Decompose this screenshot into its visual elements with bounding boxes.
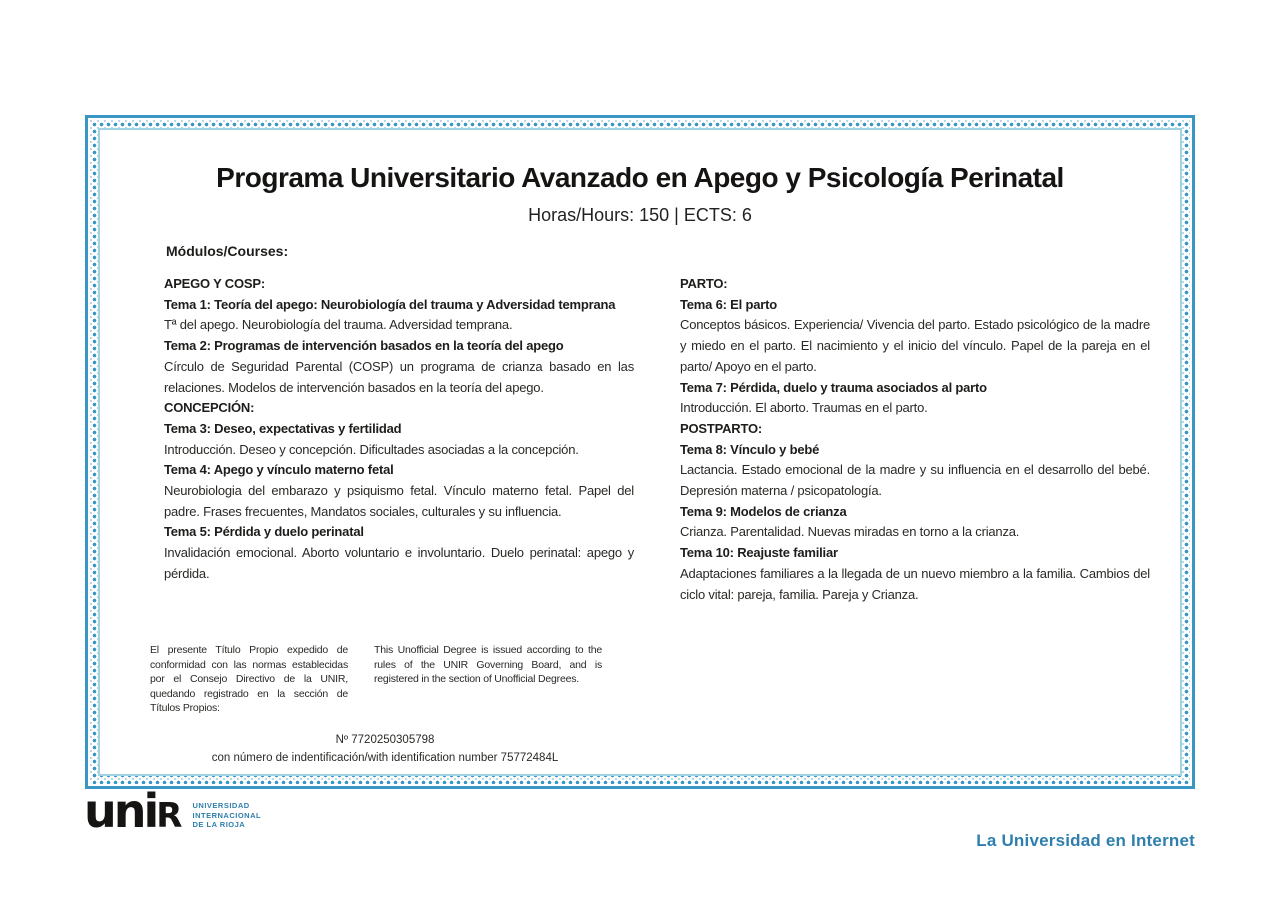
title-block — [100, 162, 1180, 226]
university-tagline: La Universidad en Internet — [976, 831, 1195, 850]
right-column — [680, 274, 1150, 605]
logo-subtext-line: INTERNACIONAL — [192, 810, 262, 820]
logo-subtext-line: DE LA RIOJA — [192, 820, 246, 829]
logo-subtext-line: UNIVERSIDAD — [192, 801, 250, 810]
course-title: Tema 6: El parto — [680, 296, 777, 312]
module-section-title: POSTPARTO: — [680, 420, 763, 436]
course-title: Tema 1: Teoría del apego: Neurobiología del trauma y Adversidad temprana — [164, 296, 616, 312]
course-title: Tema 8: Vínculo y bebé — [680, 441, 820, 457]
unir-logo — [84, 784, 262, 838]
course-description: Conceptos básicos. Experiencia/ Vivencia del parto. Estado psicológico de la madre y miedo en el parto. El nacimiento y el inicio del vínculo. Papel de la pareja en el parto/ Apoyo en el parto. — [680, 317, 1150, 374]
module-section-title: PARTO: — [680, 276, 728, 291]
unir-logo-subtext — [192, 801, 261, 830]
identification-number: con número de indentificación/with identification number 75772484L — [211, 751, 559, 764]
course-description: Invalidación emocional. Aborto voluntario e involuntario. Duelo perinatal: apego y pérdida. — [164, 545, 634, 581]
course-title: Tema 4: Apego y vínculo materno fetal — [164, 462, 394, 478]
page-title: Programa Universitario Avanzado en Apego y Psicología Perinatal — [216, 162, 1064, 193]
course-description: Introducción. Deseo y concepción. Dificultades asociadas a la concepción. — [164, 441, 579, 457]
registry-number: Nº 7720250305798 — [335, 733, 435, 746]
course-title: Tema 5: Pérdida y duelo perinatal — [164, 524, 364, 540]
unir-wordmark-prefix: uni — [84, 784, 157, 838]
course-title: Tema 7: Pérdida, duelo y trauma asociados al parto — [680, 379, 987, 395]
course-title: Tema 9: Modelos de crianza — [680, 503, 847, 519]
module-section-title: CONCEPCIÓN: — [164, 400, 255, 416]
modules-label: Módulos/Courses: — [166, 243, 289, 259]
course-title: Tema 3: Deseo, expectativas y fertilidad — [164, 420, 402, 436]
lace-pattern-band — [90, 120, 1190, 784]
unir-wordmark — [84, 784, 183, 838]
course-description: Lactancia. Estado emocional de la madre y su influencia en el desarrollo del bebé. Depresión materna / psicopatología. — [680, 462, 1150, 499]
module-section-title: APEGO Y COSP: — [164, 276, 265, 291]
course-columns — [164, 274, 1150, 605]
certificate-content — [98, 128, 1182, 776]
unir-wordmark-r: R — [156, 796, 183, 836]
course-title: Tema 2: Programas de intervención basados en la teoría del apego — [164, 338, 564, 354]
course-description: Introducción. El aborto. Traumas en el parto. — [680, 400, 928, 416]
registration-block — [150, 731, 620, 767]
legal-text-spanish: El presente Título Propio expedido de conformidad con las normas establecidas por el Consejo Directivo de la UNIR, quedando registrado en la sección de Títulos Propios: — [150, 644, 348, 715]
course-description: Neurobiologia del embarazo y psiquismo fetal. Vínculo materno fetal. Papel del padre. Frases frecuentes, Mandatos sociales, culturales y su influencia. — [164, 483, 634, 519]
course-description: Tª del apego. Neurobiología del trauma. Adversidad temprana. — [164, 317, 513, 333]
course-description: Círculo de Seguridad Parental (COSP) un programa de crianza basado en las relaciones. Modelos de intervención basados en la teoría del apego. — [164, 358, 634, 395]
left-column — [164, 274, 634, 605]
course-description: Crianza. Parentalidad. Nuevas miradas en torno a la crianza. — [680, 524, 1020, 540]
legal-columns — [150, 643, 620, 716]
decorative-border — [85, 115, 1195, 789]
legal-block — [150, 643, 620, 767]
hours-ects-subtitle: Horas/Hours: 150 | ECTS: 6 — [528, 205, 752, 225]
course-title: Tema 10: Reajuste familiar — [680, 545, 838, 561]
legal-text-english: This Unofficial Degree is issued according to the rules of the UNIR Governing Board, and is registered in the section of Unofficial Degrees. — [374, 644, 602, 686]
course-description: Adaptaciones familiares a la llegada de un nuevo miembro a la familia. Cambios del ciclo vital: pareja, familia. Pareja y Crianza. — [680, 565, 1150, 602]
